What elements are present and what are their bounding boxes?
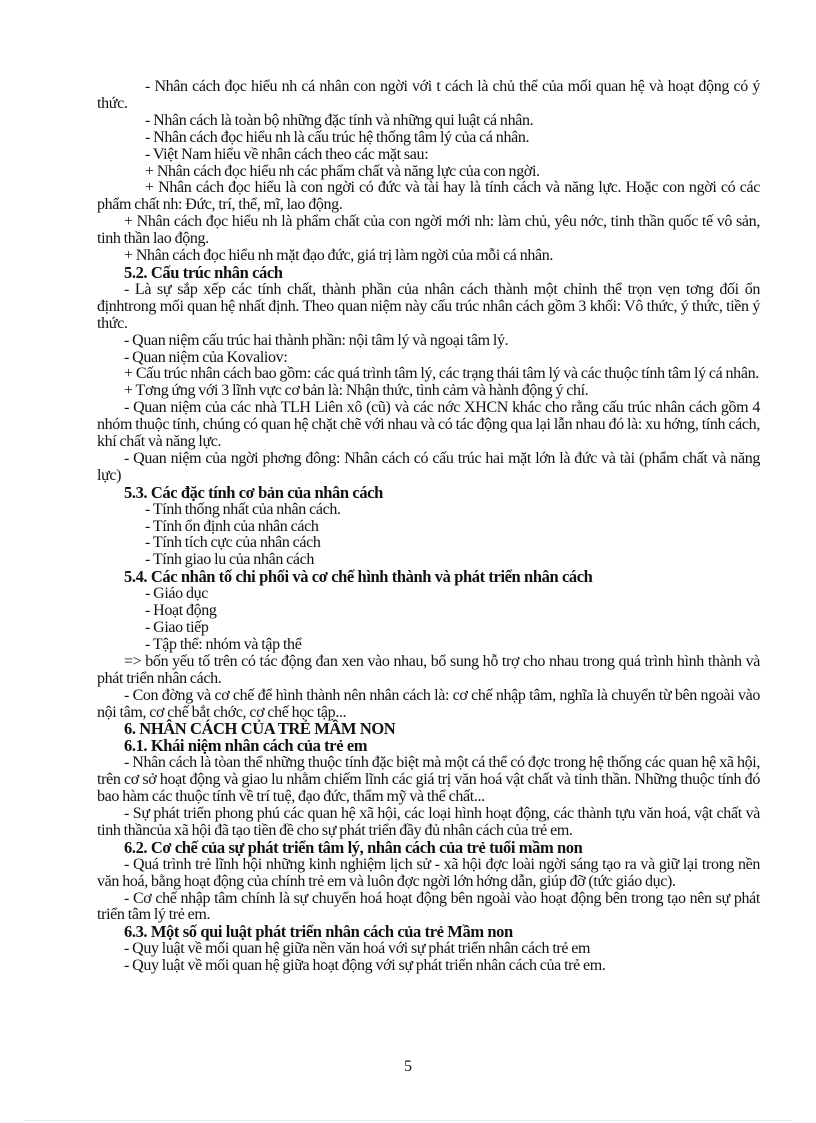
paragraph: + Nhân cách đọc hiểu nh là phẩm chất của con ngời mới nh: làm chủ, yêu nớc, tinh thần quốc tế vô sản, tinh thần lao động. <box>97 213 760 248</box>
paragraph: - Quan niệm của Kovaliov: <box>124 348 288 366</box>
paragraph: - Nhân cách đọc hiểu nh cá nhân con ngời với t cách là chủ thể của mối quan hệ và hoạt động có ý thức. <box>97 78 760 112</box>
paragraph: - Nhân cách là tòan thể những thuộc tính đặc biệt mà một cá thể có đợc trong hệ thống các quan hệ xã hội, trên cơ sở hoạt động và giao lu nhằm chiếm lĩnh các giá trị văn hoá vật chất và tinh thần. Những thuộc tính đó bao hàm các thuộc tính về trí tuệ, đạo đức, thẩm mỹ và thể chất... <box>97 754 760 806</box>
section-heading-5-4: 5.4. Các nhân tố chi phối và cơ chế hình thành và phát triển nhân cách <box>124 567 593 587</box>
paragraph: - Quy luật về mối quan hệ giữa hoạt động với sự phát triển nhân cách của trẻ em. <box>124 957 606 975</box>
list-item: - Tính giao lu của nhân cách <box>145 551 315 569</box>
paragraph: - Quan niệm cấu trúc hai thành phần: nội tâm lý và ngoại tâm lý. <box>124 331 509 349</box>
list-item: - Tập thể: nhóm và tập thể <box>145 635 302 653</box>
paragraph: - Con đờng và cơ chế để hình thành nên nhân cách là: cơ chế nhập tâm, nghĩa là chuyển từ bên ngoài vào nội tâm, cơ chế bắt chớc, cơ chế học tập... <box>97 686 760 721</box>
document-page <box>97 79 760 975</box>
section-heading-6-3: 6.3. Một số qui luật phát triển nhân cách của trẻ Mầm non <box>124 922 513 942</box>
section-heading-5-3: 5.3. Các đặc tính cơ bản của nhân cách <box>124 482 383 502</box>
paragraph: + Nhân cách đọc hiểu nh các phẩm chất và năng lực của con ngời. <box>145 162 540 180</box>
paragraph: - Quan niệm của ngời phơng đông: Nhân cách có cấu trúc hai mặt lớn là đức và tài (phẩm chất và năng lực) <box>97 449 760 484</box>
paragraph: + Cấu trúc nhân cách bao gồm: các quá trình tâm lý, các trạng thái tâm lý và các thuộc tính tâm lý cá nhân. <box>124 365 759 383</box>
paragraph: - Nhân cách là toàn bộ những đặc tính và những qui luật cá nhân. <box>145 111 534 129</box>
paragraph: => bốn yếu tố trên có tác động đan xen vào nhau, bổ sung hỗ trợ cho nhau trong quá trình hình thành và phát triển nhân cách. <box>97 652 760 687</box>
paragraph: + Nhân cách đọc hiểu nh mặt đạo đức, giá trị làm ngời của mỗi cá nhân. <box>124 247 554 265</box>
paragraph: - Cơ chế nhập tâm chính là sự chuyển hoá hoạt động bên ngoài vào hoạt động bên trong tạo nên sự phát triển tâm lý trẻ em. <box>97 889 760 924</box>
paragraph: - Quan niệm của các nhà TLH Liên xô (cũ) và các nớc XHCN khác cho rằng cấu trúc nhân cách gồm 4 nhóm thuộc tính, chúng có quan hệ chặt chẽ với nhau và có tác động qua lại lẫn nhau đó là: xu hớng, tính cách, khí chất và năng lực. <box>97 399 760 451</box>
list-item: - Giáo dục <box>145 585 209 603</box>
paragraph: - Là sự sắp xếp các tính chất, thành phần của nhân cách thành một chỉnh thể trọn vẹn tơng đối ổn địnhtrong mối quan hệ nhất định. Theo quan niệm này cấu trúc nhân cách gồm 3 khối: Vô thức, ý thức, tiền ý thức. <box>97 280 760 332</box>
page-number: 5 <box>404 1058 412 1075</box>
paragraph: - Việt Nam hiểu về nhân cách theo các mặt sau: <box>145 145 429 163</box>
list-item: - Tính tích cực của nhân cách <box>145 534 321 552</box>
paragraph: - Quá trình trẻ lĩnh hội những kinh nghiệm lịch sử - xã hội đợc loài ngời sáng tạo ra và giữ lại trong nền văn hoá, bằng hoạt động của chính trẻ em và luôn đợc ngời lớn hớng dẫn, giúp đỡ (tức giáo dục). <box>97 855 760 890</box>
paragraph: - Quy luật về mối quan hệ giữa nền văn hoá với sự phát triển nhân cách trẻ em <box>124 940 591 958</box>
section-heading-5-2: 5.2. Cấu trúc nhân cách <box>124 262 283 282</box>
section-heading-6-1: 6.1. Khái niệm nhân cách của trẻ em <box>124 736 368 756</box>
list-item: - Tính ổn định của nhân cách <box>145 517 319 535</box>
paragraph: + Tơng ứng với 3 lĩnh vực cơ bản là: Nhận thức, tình cảm và hành động ý chí. <box>124 382 589 400</box>
list-item: - Tính thống nhất của nhân cách. <box>145 500 341 518</box>
section-heading-6-2: 6.2. Cơ chế của sự phát triển tâm lý, nhân cách của trẻ tuổi mầm non <box>124 837 583 857</box>
paragraph: - Sự phát triển phong phú các quan hệ xã hội, các loại hình hoạt động, các thành tựu văn hoá, vật chất và tinh thầncủa xã hội đã tạo tiền đề cho sự phát triển đầy đủ nhân cách của trẻ em. <box>97 804 760 839</box>
paragraph: - Nhân cách đọc hiểu nh là cấu trúc hệ thống tâm lý của cá nhân. <box>145 128 530 146</box>
list-item: - Giao tiếp <box>145 619 209 636</box>
paragraph: + Nhân cách đọc hiểu là con ngời có đức và tài hay là tính cách và năng lực. Hoặc con ngời có các phẩm chất nh: Đức, trí, thể, mĩ, lao động. <box>97 179 760 214</box>
section-heading-6: 6. NHÂN CÁCH CỦA TRẺ MẦM NON <box>124 719 396 739</box>
list-item: - Hoạt động <box>145 602 217 620</box>
page-boundary-divider <box>25 1120 791 1121</box>
